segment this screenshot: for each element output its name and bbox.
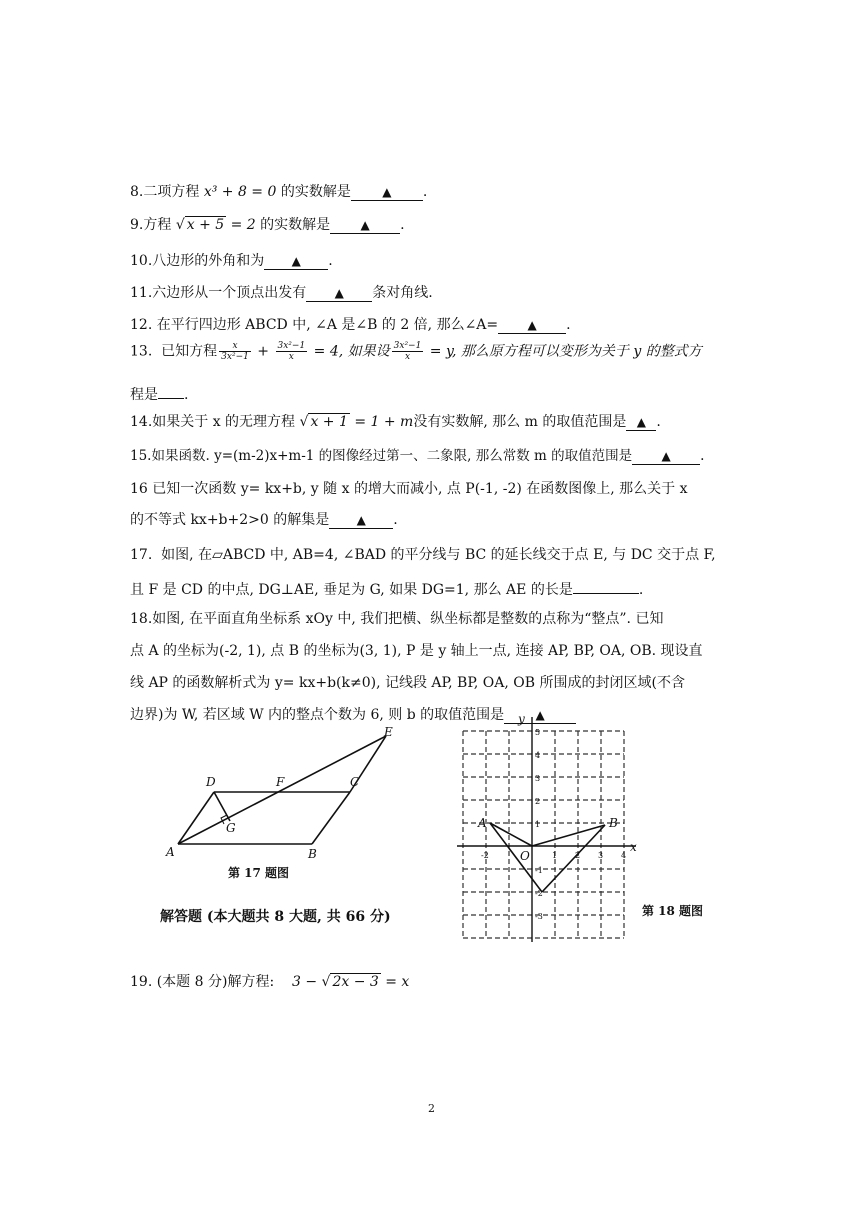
question-18-line3: 线 AP 的函数解析式为 y= kx+b(k≠0), 记线段 AP, BP, OA, OB 所围成的封闭区域(不含 (130, 675, 685, 691)
answer-blank[interactable]: ▲ (306, 286, 372, 302)
tick-label-y: -2 (535, 889, 543, 898)
tick-label-y: -3 (535, 912, 543, 921)
tick-label-y: 5 (535, 728, 541, 737)
segment-ae (178, 736, 386, 844)
tick-label-x: 3 (598, 851, 604, 860)
figure-18-coordinate-grid (460, 712, 638, 952)
figure-18-caption: 第 18 题图 (642, 904, 704, 918)
label-b: B (609, 816, 618, 830)
label-e: E (384, 725, 393, 739)
question-11: 11.六边形从一个顶点出发有 ▲ 条对角线. (130, 285, 433, 301)
label-a: A (166, 845, 175, 859)
question-18-line4: 边界)为 W, 若区域 W 内的整点个数为 6, 则 b 的取值范围是 ▲ (130, 706, 576, 724)
label-f: F (276, 775, 285, 789)
answer-blank[interactable]: ▲ (504, 708, 576, 724)
question-16-line2: 的不等式 kx+b+2>0 的解集是 ▲ . (130, 512, 398, 528)
question-15: 15.如果函数. y=(m-2)x+m-1 的图像经过第一、二象限, 那么常数 m 的取值范围是 ▲ . (130, 448, 705, 464)
figure-17-caption: 第 17 题图 (228, 866, 290, 880)
question-19: 19. (本题 8 分)解方程: 3 − √ 2x − 3 = x (130, 974, 410, 990)
tick-label-x: -2 (481, 851, 489, 860)
segment-oa (490, 823, 532, 846)
question-13: 13. 已知方程 $\frac{x}{\text{3x²−1}}$ + $\frac{\text{3x²−1}}{x}$ = 4, 如果设 $\frac{\text{3x²−1}}{x}$ = y, 那么原方程可以变形为关于 y 的整式方 (130, 341, 702, 362)
tick-label-y: 3 (535, 774, 541, 783)
fraction: $\frac{\text{3x²−1}}{x}$ (393, 341, 422, 362)
segment-ap (490, 823, 542, 892)
answer-blank[interactable]: ▲ (264, 254, 328, 270)
figure-17-parallelogram (160, 725, 400, 861)
answer-blank[interactable]: ▲ (498, 318, 566, 334)
question-17-line2: 且 F 是 CD 的中点, DG⊥AE, 垂足为 G, 如果 DG=1, 那么 AE 的长是 . (130, 578, 643, 599)
tick-label-x: 4 (621, 851, 627, 860)
segment-bc (312, 792, 350, 844)
question-9: 9.方程 √ x + 5 = 2 的实数解是 ▲ . (130, 217, 405, 233)
tick-label-y: 4 (535, 751, 541, 760)
question-14: 14.如果关于 x 的无理方程 √ x + 1 = 1 + m没有实数解, 那么 m 的取值范围是 ▲ . (130, 414, 661, 430)
fraction: $\frac{x}{\text{3x²−1}}$ (221, 341, 249, 362)
question-13-line2: 程是 . (130, 383, 188, 404)
label-b: B (308, 847, 317, 861)
answer-blank[interactable]: ▲ (626, 415, 656, 431)
label-y: y (518, 712, 525, 726)
label-c: C (350, 775, 360, 789)
tick-label-x: 1 (552, 851, 558, 860)
question-12: 12. 在平行四边形 ABCD 中, ∠A 是∠B 的 2 倍, 那么∠A= ▲ . (130, 317, 571, 333)
tick-label-y: 2 (535, 797, 541, 806)
answer-blank[interactable]: ▲ (632, 449, 700, 465)
tick-label-y: -1 (535, 866, 543, 875)
segment-dg (214, 792, 230, 821)
answer-blank[interactable] (158, 383, 184, 399)
question-10: 10.八边形的外角和为 ▲ . (130, 253, 333, 269)
label-g: G (226, 821, 236, 835)
answer-blank[interactable]: ▲ (329, 513, 393, 529)
answer-blank[interactable]: ▲ (351, 185, 423, 201)
page-number: 2 (428, 1102, 435, 1115)
question-8: 8.二项方程 x³ + 8 = 0 的实数解是 ▲ . (130, 184, 428, 200)
question-17: 17. 如图, 在▱ABCD 中, AB=4, ∠BAD 的平分线与 BC 的延长线交于点 E, 与 DC 交于点 F, (130, 547, 716, 563)
segment-da (178, 792, 214, 844)
fraction: $\frac{\text{3x²−1}}{x}$ (277, 341, 306, 362)
answer-blank[interactable]: ▲ (330, 218, 400, 234)
label-a: A (478, 816, 487, 830)
question-16: 16 已知一次函数 y= kx+b, y 随 x 的增大而减小, 点 P(-1, -2) 在函数图像上, 那么关于 x (130, 481, 688, 497)
label-x: x (630, 840, 637, 854)
answer-blank[interactable] (573, 578, 639, 594)
section-heading: 解答题 (本大题共 8 大题, 共 66 分) (160, 909, 391, 925)
question-18: 18.如图, 在平面直角坐标系 xOy 中, 我们把横、纵坐标都是整数的点称为“整点”. 已知 (130, 611, 664, 627)
label-o: O (520, 849, 530, 863)
label-d: D (206, 775, 216, 789)
tick-label-y: 1 (535, 820, 541, 829)
question-18-line2: 点 A 的坐标为(-2, 1), 点 B 的坐标为(3, 1), P 是 y 轴上一点, 连接 AP, BP, OA, OB. 现设直 (130, 643, 703, 659)
tick-label-x: 2 (575, 851, 581, 860)
